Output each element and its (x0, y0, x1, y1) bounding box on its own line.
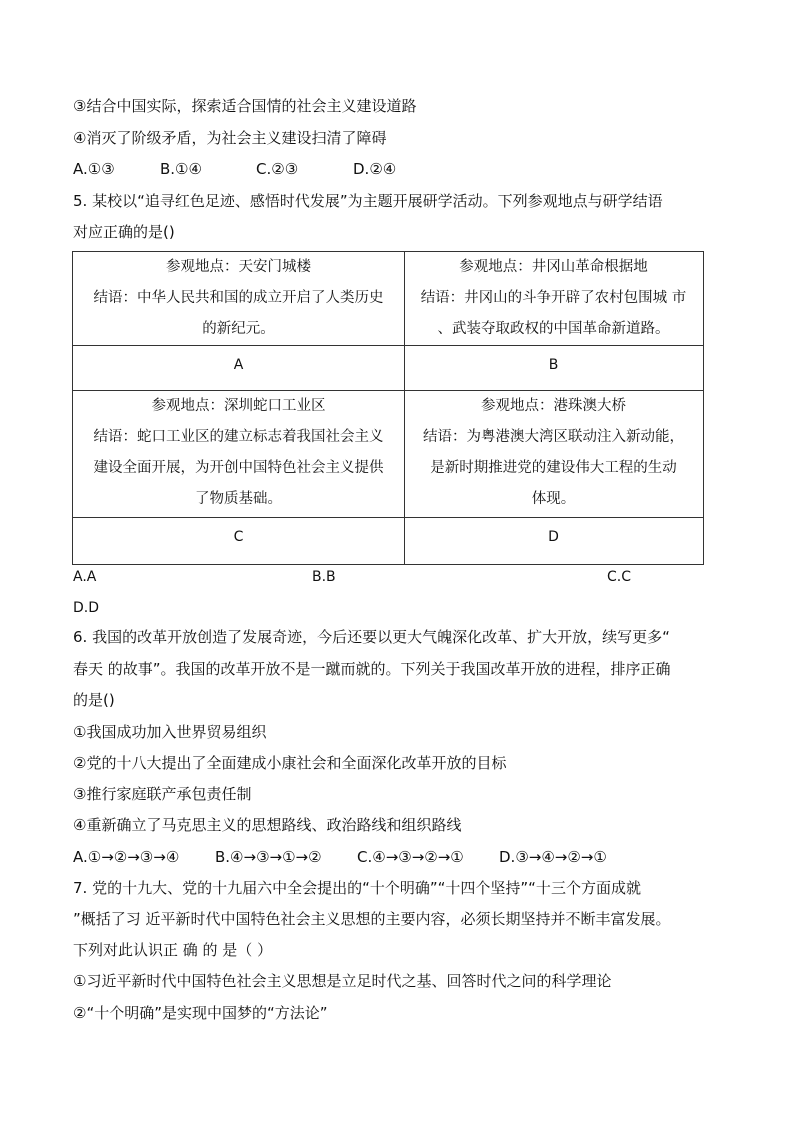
cell-conclusion-cont: 、武装夺取政权的中国革命新道路。 (437, 321, 670, 337)
table-label-d: D (548, 529, 559, 545)
answer-option-a: A.①③ (73, 160, 115, 178)
answer-option-c: C.②③ (256, 160, 299, 178)
cell-conclusion-cont: 是新时期推进党的建设伟大工程的生动 (430, 460, 677, 476)
answer-option-b: B.①④ (160, 160, 202, 178)
table-divider (73, 517, 703, 518)
cell-place: 参观地点：港珠澳大桥 (481, 398, 626, 414)
cell-conclusion-cont: 的新纪元。 (202, 321, 275, 337)
option-line-4: ④消灭了阶级矛盾，为社会主义建设扫清了障碍 (73, 129, 387, 147)
cell-conclusion-cont: 建设全面开展，为开创中国特色社会主义提供 (93, 460, 384, 476)
q5-option-b: B.B (312, 569, 336, 585)
table-cell-b (404, 252, 703, 345)
table-cell-d (404, 391, 703, 515)
question-6-stem: 6. 我国的改革开放创造了发展奇迹，今后还要以更大气魄深化改革、扩大开放，续写更多“ (73, 628, 670, 646)
question-7-stem-cont: ”概括了习 近平新时代中国特色社会主义思想的主要内容，必须长期坚持并不断丰富发展。 (73, 910, 671, 928)
table-label-c: C (233, 529, 244, 545)
q5-option-a: A.A (73, 569, 97, 585)
question-5-table (72, 251, 704, 565)
question-6-item: ④重新确立了马克思主义的思想路线、政治路线和组织路线 (73, 816, 462, 834)
q6-option-a: A.①→②→③→④ (73, 848, 180, 866)
table-cell-c (73, 391, 404, 515)
q6-option-d: D.③→④→②→① (499, 848, 607, 866)
cell-conclusion: 结语：井冈山的斗争开辟了农村包围城 市 (420, 290, 687, 306)
cell-place: 参观地点：深圳蛇口工业区 (151, 398, 326, 414)
table-label-b: B (548, 357, 559, 373)
q5-option-c: C.C (607, 569, 632, 585)
table-divider (73, 345, 703, 346)
question-6-stem-cont: 的是() (73, 691, 115, 709)
question-6-item: ②党的十八大提出了全面建成小康社会和全面深化改革开放的目标 (73, 754, 507, 772)
q5-option-d: D.D (73, 600, 100, 616)
question-7-item: ②“十个明确”是实现中国梦的“方法论” (73, 1004, 328, 1022)
option-line-3: ③结合中国实际，探索适合国情的社会主义建设道路 (73, 97, 417, 115)
q6-option-c: C.④→③→②→① (357, 848, 464, 866)
cell-conclusion: 结语：中华人民共和国的成立开启了人类历史 (93, 290, 384, 306)
q6-option-b: B.④→③→①→② (215, 848, 322, 866)
cell-conclusion: 结语：为粤港澳大湾区联动注入新动能， (423, 429, 684, 445)
question-7-stem-cont: 下列对此认识正 确 的 是（ ） (73, 941, 273, 959)
question-6-stem-cont: 春天 的故事”。我国的改革开放不是一蹴而就的。下列关于我国改革开放的进程，排序正确 (73, 660, 671, 678)
table-cell-a (73, 252, 404, 345)
cell-place: 参观地点：井冈山革命根据地 (459, 259, 648, 275)
cell-conclusion-cont: 体现。 (531, 491, 576, 507)
question-6-item: ③推行家庭联产承包责任制 (73, 785, 252, 803)
table-label-a: A (233, 357, 244, 373)
question-6-item: ①我国成功加入世界贸易组织 (73, 723, 267, 741)
question-7-item: ①习近平新时代中国特色社会主义思想是立足时代之基、回答时代之问的科学理论 (73, 972, 612, 990)
answer-option-d: D.②④ (353, 160, 397, 178)
cell-conclusion: 结语：蛇口工业区的建立标志着我国社会主义 (93, 429, 384, 445)
cell-place: 参观地点：天安门城楼 (166, 259, 311, 275)
cell-conclusion-cont: 了物质基础。 (195, 491, 282, 507)
question-5-stem-cont: 对应正确的是() (73, 223, 175, 241)
question-5-stem: 5. 某校以“追寻红色足迹、感悟时代发展”为主题开展研学活动。下列参观地点与研学结语 (73, 192, 663, 210)
question-7-stem: 7. 党的十九大、党的十九届六中全会提出的“十个明确”“十四个坚持”“十三个方面成就 (73, 879, 641, 897)
